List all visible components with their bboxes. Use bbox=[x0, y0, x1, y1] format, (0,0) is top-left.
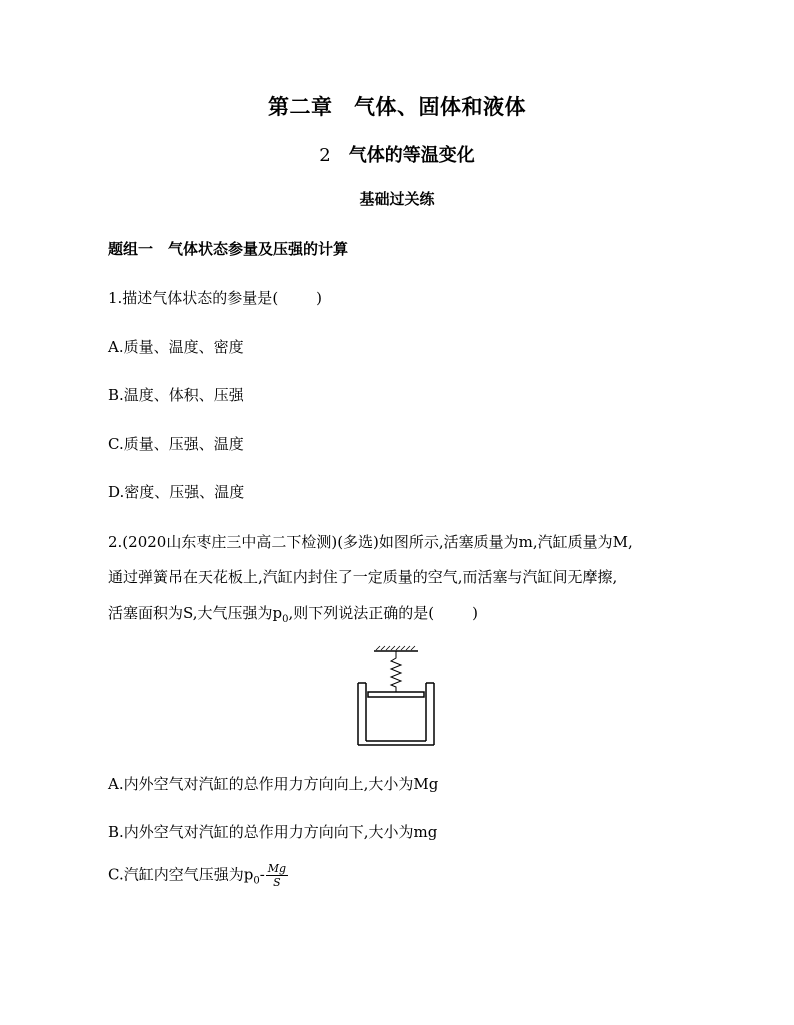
question-1-option-c: C.质量、压强、温度 bbox=[108, 435, 244, 453]
question-1-paren-close: ) bbox=[316, 289, 323, 307]
question-2-line-1: 2.(2020山东枣庄三中高二下检测)(多选)如图所示,活塞质量为m,汽缸质量为M, bbox=[108, 533, 633, 551]
question-1-text: 1.描述气体状态的参量是( bbox=[108, 289, 279, 307]
question-2-option-b: B.内外空气对汽缸的总作用力方向向下,大小为mg bbox=[108, 823, 438, 841]
chapter-title: 第二章 气体、固体和液体 bbox=[268, 94, 526, 119]
section-number: 2 bbox=[319, 145, 331, 166]
question-1-option-b: B.温度、体积、压强 bbox=[108, 386, 244, 404]
q2-line3-sub: 0 bbox=[282, 614, 289, 625]
question-2-option-a: A.内外空气对汽缸的总作用力方向向上,大小为Mg bbox=[108, 775, 439, 793]
section-heading bbox=[0, 141, 794, 167]
section-title: 气体的等温变化 bbox=[348, 145, 475, 166]
cylinder-spring-figure bbox=[350, 645, 450, 751]
question-1-option-d: D.密度、压强、温度 bbox=[108, 483, 245, 501]
q2-option-c-sub: 0 bbox=[253, 875, 260, 887]
question-group-title: 题组一 气体状态参量及压强的计算 bbox=[108, 240, 349, 258]
fraction-mg-over-s bbox=[266, 862, 288, 889]
q2-paren-close: ) bbox=[472, 604, 478, 622]
q2-option-c-minus: - bbox=[259, 865, 265, 884]
exercise-title: 基础过关练 bbox=[359, 190, 435, 208]
question-2-option-c bbox=[108, 862, 288, 889]
q2-line3-post: ,则下列说法正确的是( bbox=[288, 604, 435, 622]
question-1-stem bbox=[108, 287, 322, 308]
question-1-option-a: A.质量、温度、密度 bbox=[108, 338, 244, 356]
question-2-line-3 bbox=[108, 602, 478, 625]
q2-option-c-text: C.汽缸内空气压强为p bbox=[108, 865, 254, 884]
fraction-denominator: S bbox=[273, 876, 281, 889]
fraction-numerator: Mg bbox=[267, 862, 287, 875]
question-2-line-2: 通过弹簧吊在天花板上,汽缸内封住了一定质量的空气,而活塞与汽缸间无摩擦, bbox=[108, 568, 618, 586]
cylinder-spring-diagram bbox=[350, 645, 450, 747]
q2-line3-pre: 活塞面积为S,大气压强为p bbox=[108, 604, 283, 622]
